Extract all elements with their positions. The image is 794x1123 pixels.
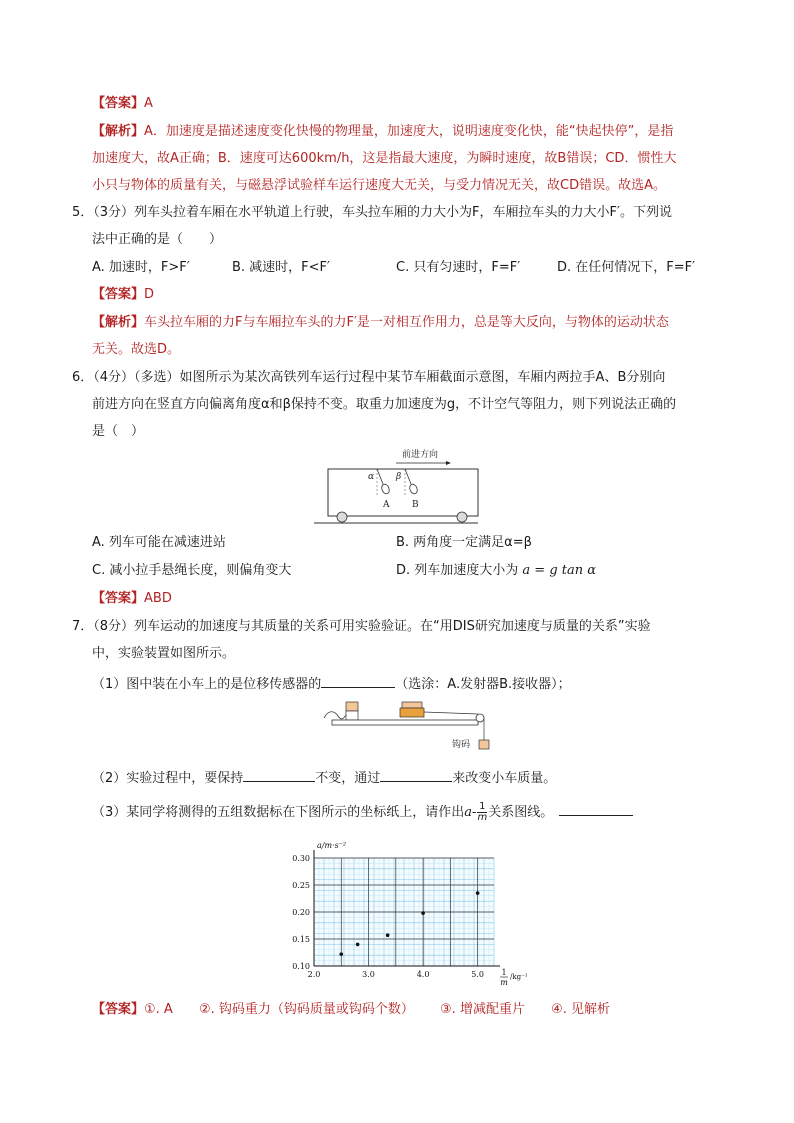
cart-sensor bbox=[402, 702, 422, 708]
handle-a bbox=[380, 483, 390, 495]
data-point bbox=[356, 943, 360, 947]
analysis-text: A．加速度是描述速度变化快慢的物理量，加速度大，说明速度变化快，能“快起快停”，是指 bbox=[144, 124, 674, 139]
data-point bbox=[339, 952, 343, 956]
sub3-blank[interactable] bbox=[559, 801, 633, 816]
x-label-unit: /kg⁻¹ bbox=[510, 973, 528, 981]
y-tick-label: 0.30 bbox=[292, 854, 310, 863]
y-axis-label: a/m·s⁻² bbox=[317, 841, 347, 850]
q5-option-b: B. 减速时，F<F′ bbox=[232, 260, 330, 275]
q7-sub2 bbox=[92, 767, 556, 788]
answer-4: ④. 见解析 bbox=[551, 1002, 611, 1017]
q7-sub3 bbox=[92, 801, 633, 823]
q4-answer bbox=[92, 95, 153, 113]
q5-stem-line-2: 法中正确的是（ ） bbox=[92, 232, 223, 247]
handle-b bbox=[408, 483, 418, 495]
track-board bbox=[332, 720, 478, 725]
sub2-suffix: 来改变小车质量。 bbox=[452, 771, 557, 786]
sub1-suffix: （选涂：A.发射器B.接收器）； bbox=[395, 677, 571, 692]
q6-option-d bbox=[396, 562, 596, 580]
data-point bbox=[421, 911, 425, 915]
question-text: （4分）（多选）如图所示为某次高铁列车运行过程中某节车厢截面示意图，车厢内两拉手A、B分别向 bbox=[93, 370, 666, 385]
analysis-label: 【解析】 bbox=[92, 315, 145, 330]
q5-analysis-line-1 bbox=[92, 314, 669, 332]
q7-stem-line-2: 中，实验装置如图所示。 bbox=[92, 646, 236, 661]
analysis-text: 车头拉车厢的力F与车厢拉车头的力F′是一对相互作用力，总是等大反向，与物体的运动状态 bbox=[144, 315, 669, 330]
handle-a-label: A bbox=[383, 500, 390, 510]
q6-stem-line-1 bbox=[72, 369, 665, 387]
sub2-prefix: （2）实验过程中，要保持 bbox=[92, 771, 244, 786]
y-tick-label: 0.15 bbox=[292, 935, 310, 944]
cart bbox=[400, 708, 424, 717]
q5-answer bbox=[92, 286, 154, 304]
arrow-head-icon bbox=[446, 461, 451, 465]
x-tick-label: 5.0 bbox=[471, 970, 485, 979]
q7-stem-line-1 bbox=[72, 618, 651, 636]
sub1-prefix: （1）图中装在小车上的是位移传感器的 bbox=[92, 677, 322, 692]
pulley bbox=[476, 714, 484, 722]
direction-label: 前进方向 bbox=[401, 450, 439, 460]
q5-option-d: D. 在任何情况下，F=F′ bbox=[557, 260, 696, 275]
answer-label: 【答案】 bbox=[92, 96, 145, 111]
q5-option-a: A. 加速时，F>F′ bbox=[92, 260, 190, 275]
strap-b bbox=[405, 469, 411, 484]
q4-analysis-line-3: 小只与物体的质量有关，与磁悬浮试验样车运行速度大无关，与受力情况无关，故CD错误。故选A。 bbox=[92, 178, 666, 193]
question-text: （8分）列车运动的加速度与其质量的关系可用实验验证。在“用DIS研究加速度与质量的关系”实验 bbox=[93, 619, 651, 634]
fraction-num: 1 bbox=[479, 801, 486, 812]
y-tick-label: 0.10 bbox=[292, 962, 310, 971]
sub2-blank-2[interactable] bbox=[380, 767, 452, 782]
answer-label: 【答案】 bbox=[92, 591, 145, 606]
train-car-figure bbox=[310, 446, 480, 528]
alpha-label: α bbox=[368, 472, 375, 482]
option-d-formula: a = g tan α bbox=[522, 563, 597, 578]
hook-weight bbox=[479, 740, 489, 749]
q6-stem-line-2: 前进方向在竖直方向偏离角度α和β保持不变。取重力加速度为g，不计空气等阻力，则下列说法正确的 bbox=[92, 397, 677, 412]
fraction-den: m bbox=[477, 812, 488, 823]
q5-analysis-line-2: 无关。故选D。 bbox=[92, 342, 181, 357]
answer-1: ①. A bbox=[144, 1002, 173, 1017]
q4-analysis-line-1 bbox=[92, 123, 673, 141]
q6-stem-line-3: 是（ ） bbox=[92, 424, 145, 439]
x-tick-label: 2.0 bbox=[307, 970, 321, 979]
a-vs-inverse-m-chart bbox=[280, 838, 530, 993]
handle-b-label: B bbox=[412, 500, 419, 510]
y-tick-label: 0.25 bbox=[292, 881, 310, 890]
q6-answer bbox=[92, 590, 172, 608]
q5-stem-line-1 bbox=[72, 204, 672, 222]
wheel-right bbox=[457, 512, 467, 522]
q6-option-a: A. 列车可能在减速进站 bbox=[92, 535, 226, 550]
sensor-base bbox=[346, 711, 358, 720]
answer-label: 【答案】 bbox=[92, 287, 145, 302]
x-tick-label: 3.0 bbox=[362, 970, 375, 979]
sensor-top bbox=[346, 702, 358, 711]
q6-option-b: B. 两角度一定满足α=β bbox=[396, 535, 532, 550]
question-number: 5． bbox=[72, 205, 94, 220]
q4-analysis-line-2: 加速度大，故A正确；B．速度可达600km/h，这是指最大速度，为瞬时速度，故B错误；CD．惯性大 bbox=[92, 151, 677, 166]
q6-option-c: C. 减小拉手悬绳长度，则偏角变大 bbox=[92, 563, 292, 578]
y-tick-label: 0.20 bbox=[292, 908, 310, 917]
weight-label: 钩码 bbox=[452, 740, 471, 750]
answer-2: ②. 钩码重力（钩码质量或钩码个数） bbox=[198, 1002, 414, 1017]
answer-value: D bbox=[144, 287, 155, 302]
x-tick-label: 4.0 bbox=[416, 970, 430, 979]
answer-value: A bbox=[144, 96, 153, 111]
answer-label: 【答案】 bbox=[92, 1002, 145, 1017]
question-number: 6． bbox=[72, 370, 94, 385]
sub2-mid: 不变，通过 bbox=[315, 771, 381, 786]
sub1-blank[interactable] bbox=[321, 673, 395, 688]
wheel-left bbox=[337, 512, 347, 522]
q7-answers bbox=[92, 1001, 610, 1019]
sub2-blank-1[interactable] bbox=[243, 767, 315, 782]
beta-label: β bbox=[396, 472, 402, 482]
question-text: （3分）列车头拉着车厢在水平轨道上行驶，车头拉车厢的力大小为F，车厢拉车头的力大小F′。下列说 bbox=[93, 205, 672, 220]
sub3-suffix: 关系图线。 bbox=[488, 805, 554, 820]
apparatus-figure bbox=[318, 696, 498, 758]
answer-value: ABD bbox=[144, 591, 172, 606]
sub3-fraction bbox=[477, 802, 487, 823]
answer-3: ③. 增减配重片 bbox=[440, 1002, 525, 1017]
q5-option-c: C. 只有匀速时，F=F′ bbox=[396, 260, 521, 275]
sub3-prefix: （3）某同学将测得的五组数据标在下图所示的坐标纸上，请作出 bbox=[92, 805, 465, 820]
analysis-label: 【解析】 bbox=[92, 124, 145, 139]
sub3-var: a- bbox=[464, 805, 477, 820]
car-body bbox=[328, 469, 478, 516]
x-label-num: 1 bbox=[501, 968, 507, 977]
question-number: 7． bbox=[72, 619, 94, 634]
cable bbox=[324, 712, 348, 719]
string bbox=[424, 712, 478, 714]
x-label-den: m bbox=[500, 978, 508, 987]
data-point bbox=[476, 891, 480, 895]
option-d-text: D. 列车加速度大小为 bbox=[396, 563, 519, 578]
data-point bbox=[386, 933, 390, 937]
strap-a bbox=[377, 469, 383, 484]
q7-sub1 bbox=[92, 673, 571, 694]
